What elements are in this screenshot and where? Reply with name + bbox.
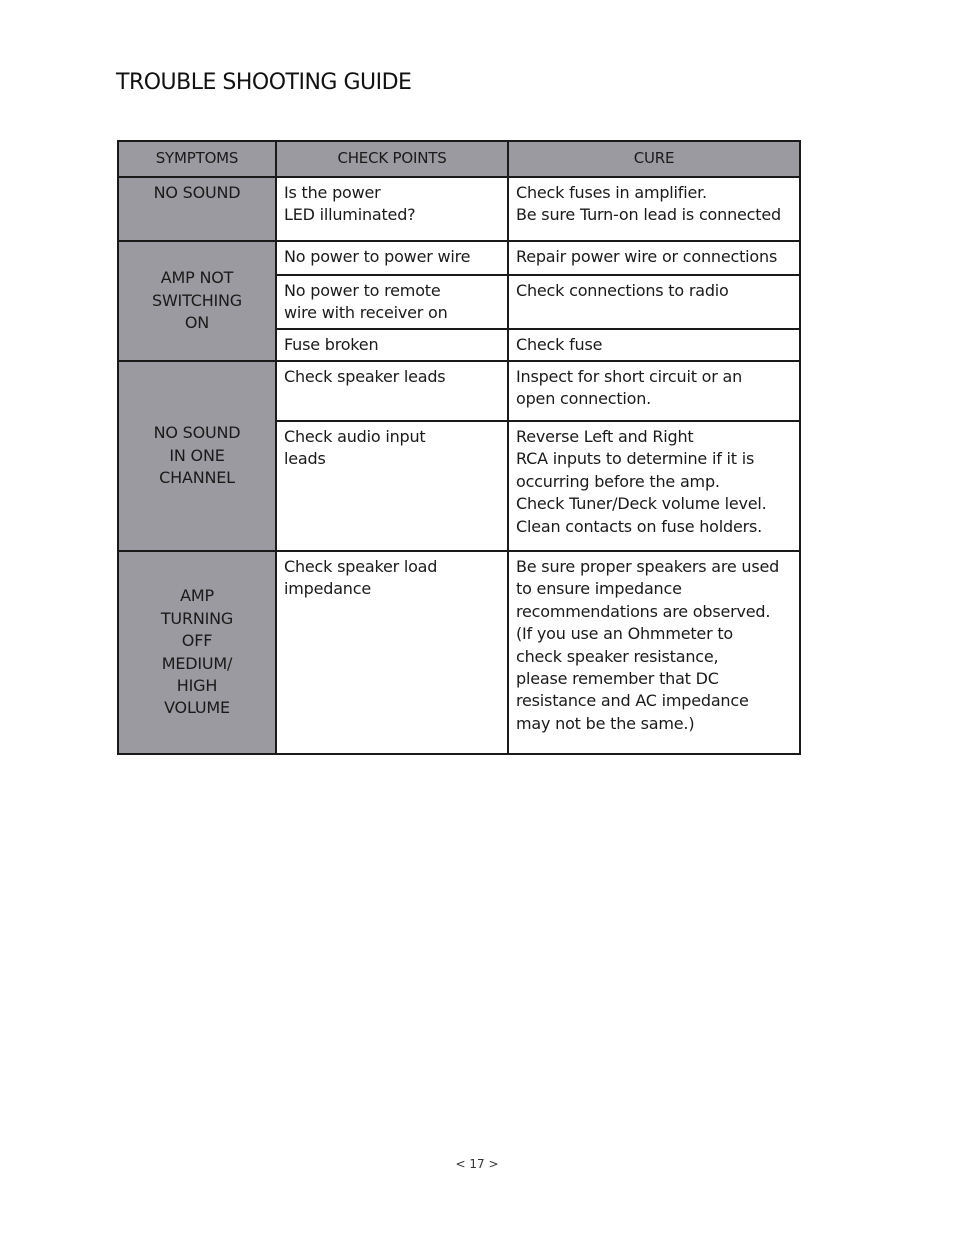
symptom-line: AMP <box>180 586 214 606</box>
cure-line: may not be the same.) <box>516 713 695 733</box>
cure-line: please remember that DC <box>516 669 719 689</box>
cure-cell <box>508 421 800 551</box>
symptom-line: ON <box>184 313 210 333</box>
check-point-cell <box>276 177 508 241</box>
check-point-line: No power to remote <box>284 281 441 300</box>
check-point-line: wire with receiver on <box>284 303 448 323</box>
page-title: TROUBLE SHOOTING GUIDE <box>116 70 412 95</box>
cure-cell <box>508 177 800 241</box>
check-point-line: Is the power <box>284 183 381 202</box>
cure-line: open connection. <box>516 389 652 409</box>
header-cure: CURE <box>508 141 800 177</box>
check-point-cell <box>276 551 508 754</box>
check-point-line: Check audio input <box>284 427 426 446</box>
cure-line: (If you use an Ohmmeter to <box>516 624 733 644</box>
cure-line: to ensure impedance <box>516 579 682 599</box>
symptom-line: TURNING <box>160 608 234 628</box>
cure-line: occurring before the amp. <box>516 471 720 491</box>
check-point-cell <box>276 275 508 329</box>
table-row <box>118 241 800 275</box>
cure-line: Be sure Turn-on lead is connected <box>516 205 781 225</box>
symptom-line: SWITCHING <box>151 290 243 310</box>
symptom-line: CHANNEL <box>159 468 235 488</box>
troubleshooting-table <box>117 140 801 755</box>
page-number: < 17 > <box>455 1157 499 1171</box>
check-point-line: Fuse broken <box>284 335 379 354</box>
check-point-line: impedance <box>284 579 371 599</box>
cure-line: Check fuses in amplifier. <box>516 183 707 202</box>
cure-cell <box>508 241 800 275</box>
cure-cell <box>508 275 800 329</box>
symptom-line: MEDIUM/ <box>161 653 233 673</box>
cure-cell <box>508 361 800 421</box>
cure-line: Inspect for short circuit or an <box>516 367 743 386</box>
symptom-cell <box>118 551 276 754</box>
symptom-line: VOLUME <box>164 698 230 718</box>
cure-line: RCA inputs to determine if it is <box>516 449 755 469</box>
cure-line: Be sure proper speakers are used <box>516 557 780 576</box>
table-row <box>118 177 800 241</box>
cure-cell <box>508 551 800 754</box>
symptom-cell <box>118 241 276 361</box>
symptom-line: NO SOUND <box>153 183 241 202</box>
cure-line: Check Tuner/Deck volume level. <box>516 494 767 514</box>
check-point-cell <box>276 329 508 361</box>
cure-line: recommendations are observed. <box>516 601 771 621</box>
check-point-line: leads <box>284 449 326 469</box>
cure-cell <box>508 329 800 361</box>
check-point-line: Check speaker leads <box>284 367 446 386</box>
symptom-line: NO SOUND <box>153 423 241 443</box>
cure-line: resistance and AC impedance <box>516 691 749 711</box>
header-symptoms: SYMPTOMS <box>118 141 276 177</box>
symptom-line: AMP NOT <box>160 268 234 288</box>
check-point-line: No power to power wire <box>284 247 471 266</box>
cure-line: Clean contacts on fuse holders. <box>516 516 763 536</box>
cure-line: Reverse Left and Right <box>516 427 694 446</box>
cure-line: check speaker resistance, <box>516 646 719 666</box>
symptom-cell <box>118 177 276 241</box>
cure-line: Check fuse <box>516 335 603 354</box>
check-point-cell <box>276 361 508 421</box>
check-point-cell <box>276 421 508 551</box>
header-check-points: CHECK POINTS <box>276 141 508 177</box>
symptom-line: OFF <box>181 631 213 651</box>
cure-line: Check connections to radio <box>516 281 729 300</box>
check-point-line: Check speaker load <box>284 557 438 576</box>
table-row <box>118 361 800 421</box>
check-point-cell <box>276 241 508 275</box>
cure-line: Repair power wire or connections <box>516 247 778 266</box>
check-point-line: LED illuminated? <box>284 205 416 225</box>
table-header-row <box>118 141 800 177</box>
symptom-line: HIGH <box>176 675 218 695</box>
table-row <box>118 551 800 754</box>
symptom-cell <box>118 361 276 551</box>
symptom-line: IN ONE <box>169 445 225 465</box>
